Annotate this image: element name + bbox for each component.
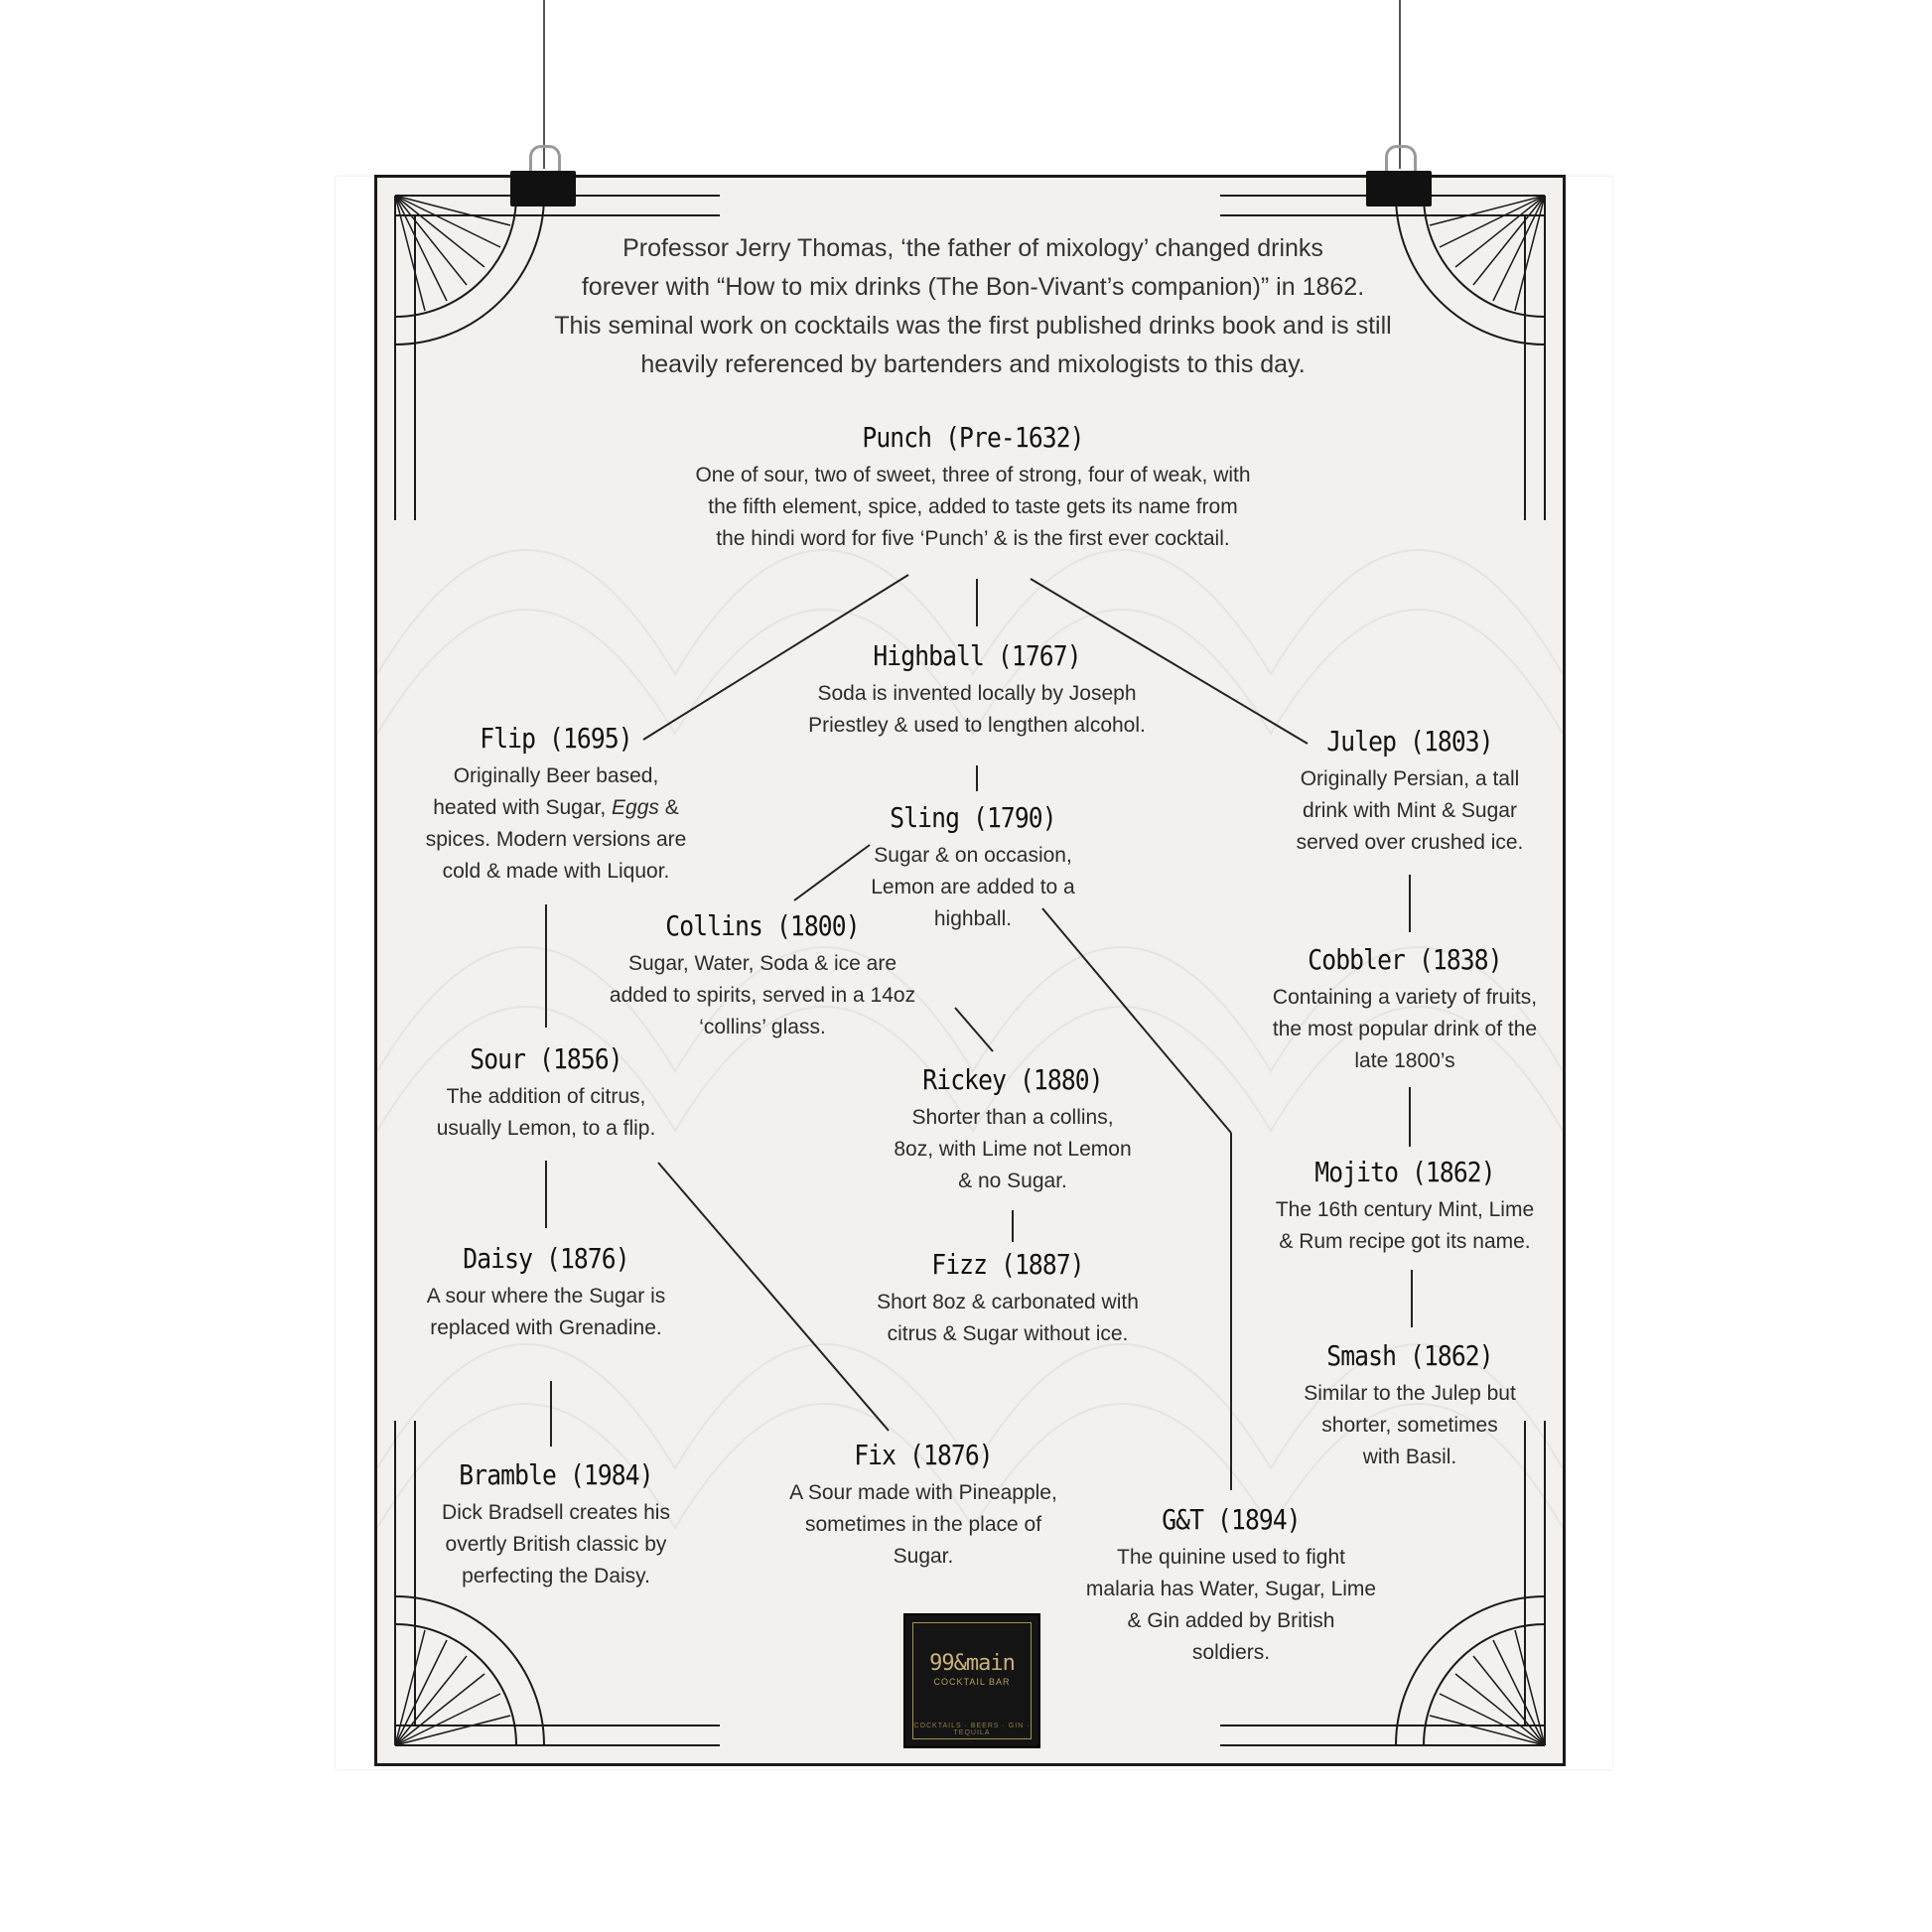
node-description: Similar to the Julep but shorter, sometimes with Basil. (1304, 1382, 1516, 1468)
node-description: Sugar & on occasion, Lemon are added to a highball. (871, 844, 1075, 930)
node-title: Punch (Pre-1632) (862, 421, 1084, 454)
node-title: Flip (1695) (480, 722, 632, 755)
hanging-wire-right (1399, 0, 1401, 169)
binder-clip-left (510, 171, 576, 207)
node-description: Containing a variety of fruits, the most popular drink of the late 1800’s (1272, 986, 1538, 1072)
node-title: Highball (1767) (873, 639, 1081, 672)
node-title: Sling (1790) (890, 801, 1056, 834)
node-highball (788, 639, 1166, 742)
logo-footer: COCKTAILS · BEERS · GIN · TEQUILA (913, 1723, 1031, 1736)
node-description: Soda is invented locally by Joseph Priestley & used to lengthen alcohol. (808, 682, 1146, 737)
intro-paragraph (477, 229, 1469, 384)
node-title: Fix (1876) (854, 1439, 993, 1471)
node-punch (635, 421, 1311, 555)
intro-line-3: This seminal work on cocktails was the first published drinks book and is still (554, 312, 1392, 340)
node-fizz (844, 1248, 1172, 1350)
node-title: Julep (1803) (1326, 725, 1493, 758)
node-daisy (407, 1242, 685, 1344)
node-title: Bramble (1984) (459, 1458, 653, 1491)
node-julep (1251, 725, 1569, 859)
node-description: A Sour made with Pineapple, sometimes in the place of Sugar. (789, 1481, 1057, 1568)
binder-clip-right (1366, 171, 1432, 207)
node-description: Shorter than a collins, 8oz, with Lime not Lemon & no Sugar. (894, 1106, 1132, 1192)
node-gin-and-tonic (1062, 1503, 1400, 1669)
node-bramble (417, 1458, 695, 1592)
node-description: The 16th century Mint, Lime & Rum recipe got its name. (1275, 1198, 1535, 1253)
node-fix (764, 1439, 1082, 1573)
node-title: Smash (1862) (1326, 1339, 1493, 1372)
logo-name: 99&main (929, 1651, 1015, 1676)
node-description: Originally Beer based, heated with Sugar, Eggs & spices. Modern versions are cold & made with Liquor. (425, 764, 687, 883)
node-description: One of sour, two of sweet, three of strong, four of weak, with the fifth element, spice, added to taste gets its name from the hindi word for five ‘Punch’ & is the first ever cocktail. (695, 464, 1251, 550)
intro-line-4: heavily referenced by bartenders and mixologists to this day. (640, 350, 1306, 378)
node-title: Sour (1856) (470, 1042, 622, 1075)
node-title: G&T (1894) (1162, 1503, 1301, 1536)
hanging-wire-left (543, 0, 545, 169)
link-collins-rickey (955, 1008, 993, 1051)
intro-line-2: forever with “How to mix drinks (The Bon-Vivant’s companion)” in 1862. (581, 273, 1365, 301)
node-description: Short 8oz & carbonated with citrus & Sugar without ice. (877, 1291, 1139, 1345)
node-description: A sour where the Sugar is replaced with Grenadine. (426, 1285, 666, 1339)
node-title: Collins (1800) (665, 909, 860, 942)
node-title: Mojito (1862) (1314, 1156, 1495, 1188)
node-mojito (1241, 1156, 1569, 1258)
cocktail-history-poster (374, 175, 1566, 1766)
node-cobbler (1236, 943, 1574, 1077)
node-title: Fizz (1887) (931, 1248, 1084, 1281)
node-description: Dick Bradsell creates his overtly British classic by perfecting the Daisy. (442, 1501, 670, 1587)
node-description: Originally Persian, a tall drink with Mint & Sugar served over crushed ice. (1296, 767, 1524, 854)
bar-logo (903, 1613, 1040, 1748)
node-flip (407, 722, 705, 888)
node-sour (407, 1042, 685, 1145)
node-title: Daisy (1876) (463, 1242, 629, 1275)
node-title: Rickey (1880) (922, 1063, 1103, 1096)
node-description: The addition of citrus, usually Lemon, to a flip. (436, 1085, 656, 1140)
intro-line-1: Professor Jerry Thomas, ‘the father of mixology’ changed drinks (622, 234, 1323, 262)
node-smash (1251, 1339, 1569, 1473)
node-collins (594, 909, 931, 1043)
logo-subtitle: COCKTAIL BAR (933, 1677, 1011, 1687)
node-title: Cobbler (1838) (1308, 943, 1502, 976)
node-description: Sugar, Water, Soda & ice are added to spirits, served in a 14oz ‘collins’ glass. (609, 952, 916, 1038)
node-rickey (864, 1063, 1162, 1197)
node-description: The quinine used to fight malaria has Water, Sugar, Lime & Gin added by British soldiers. (1085, 1546, 1377, 1664)
